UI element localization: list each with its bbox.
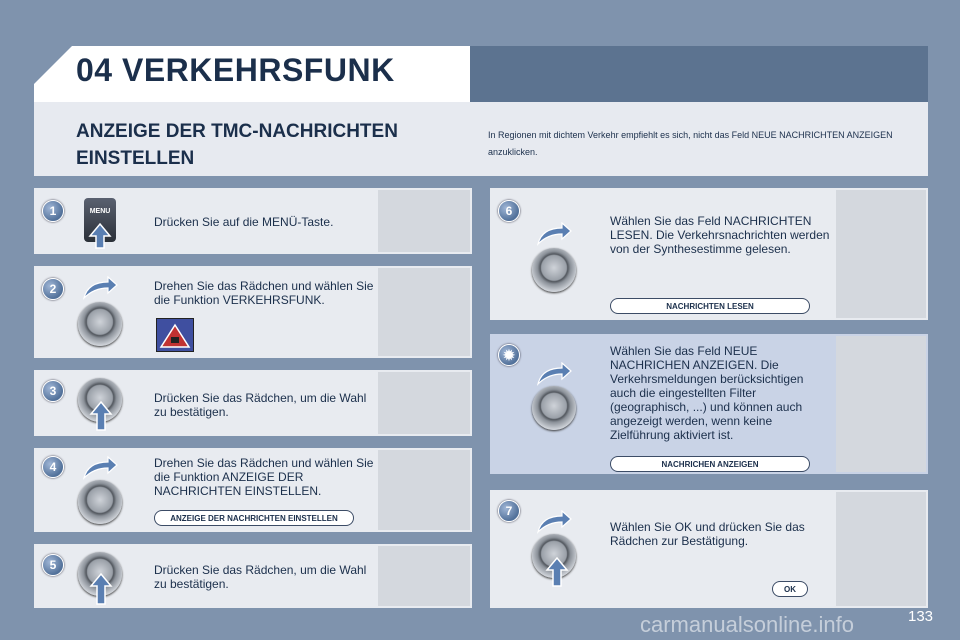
page-title: 04 VERKEHRSFUNK	[76, 52, 395, 88]
step-3-text: Drücken Sie das Rädchen, um die Wahl zu bestätigen.	[154, 391, 367, 419]
step-6-text: Wählen Sie das Feld NACHRICHTEN LESEN. Die Verkehrsnachrichten werden von der Synthesestimme gelesen.	[610, 214, 830, 256]
step-7-badge: 7	[498, 500, 520, 522]
step-2-text: Drehen Sie das Rädchen und wählen Sie die Funktion VERKEHRSFUNK.	[154, 279, 374, 307]
step-5-device-icon	[378, 546, 470, 606]
step-6-menu-label: NACHRICHTEN LESEN	[610, 298, 810, 314]
knob-icon	[532, 248, 576, 292]
step-4-device-icon	[378, 450, 470, 530]
header-band	[470, 46, 928, 102]
knob-icon	[78, 480, 122, 524]
page-number: 133	[908, 608, 934, 625]
rotate-arrow-icon	[82, 456, 118, 480]
push-arrow-icon	[545, 556, 569, 588]
push-arrow-icon	[88, 222, 112, 250]
menu-button-label: MENU	[89, 208, 111, 215]
ok-label: OK	[772, 581, 808, 597]
traffic-sign-icon	[156, 318, 194, 352]
knob-icon	[532, 386, 576, 430]
push-arrow-icon	[89, 572, 113, 606]
rotate-arrow-icon	[82, 276, 118, 300]
step-2-device-icon	[378, 268, 470, 356]
step-4-badge: 4	[42, 456, 64, 478]
step-5-badge: 5	[42, 554, 64, 576]
intro-note: In Regionen mit dichtem Verkehr empfiehlt es sich, nicht das Feld NEUE NACHRICHTEN ANZEIGEN anzuklicken.	[488, 130, 893, 157]
tip-menu-label: NACHRICHEN ANZEIGEN	[610, 456, 810, 472]
step-7-device-icon	[836, 492, 926, 606]
tip-text: Wählen Sie das Feld NEUE NACHRICHEN ANZEIGEN. Die Verkehrsmeldungen berücksichtigen auch die eingestellten Filter (geographisch, ...) und können auch angezeigt werden, wenn keine Zielführung aktiviert ist.	[610, 344, 804, 442]
rotate-arrow-icon	[536, 362, 572, 386]
step-3-badge: 3	[42, 380, 64, 402]
tip-bulb-icon: ✹	[498, 344, 520, 366]
step-1-text: Drücken Sie auf die MENÜ-Taste.	[154, 215, 334, 229]
step-5-text: Drücken Sie das Rädchen, um die Wahl zu bestätigen.	[154, 563, 367, 591]
step-4-text: Drehen Sie das Rädchen und wählen Sie die Funktion ANZEIGE DER NACHRICHTEN EINSTELLEN.	[154, 456, 374, 498]
step-6-device-icon	[836, 190, 926, 318]
tip-device-icon	[836, 336, 926, 472]
section-title: ANZEIGE DER TMC-NACHRICHTEN EINSTELLEN	[76, 121, 398, 169]
knob-icon	[78, 302, 122, 346]
step-2-badge: 2	[42, 278, 64, 300]
push-arrow-icon	[89, 400, 113, 432]
watermark: carmanualsonline.info	[640, 612, 855, 637]
step-7-text: Wählen Sie OK und drücken Sie das Rädchen zur Bestätigung.	[610, 520, 805, 548]
rotate-arrow-icon	[536, 222, 572, 246]
step-3-device-icon	[378, 372, 470, 434]
rotate-arrow-icon	[536, 510, 572, 534]
step-1-device-icon	[378, 190, 470, 252]
step-1-badge: 1	[42, 200, 64, 222]
step-6-badge: 6	[498, 200, 520, 222]
step-4-menu-label: ANZEIGE DER NACHRICHTEN EINSTELLEN	[154, 510, 354, 526]
